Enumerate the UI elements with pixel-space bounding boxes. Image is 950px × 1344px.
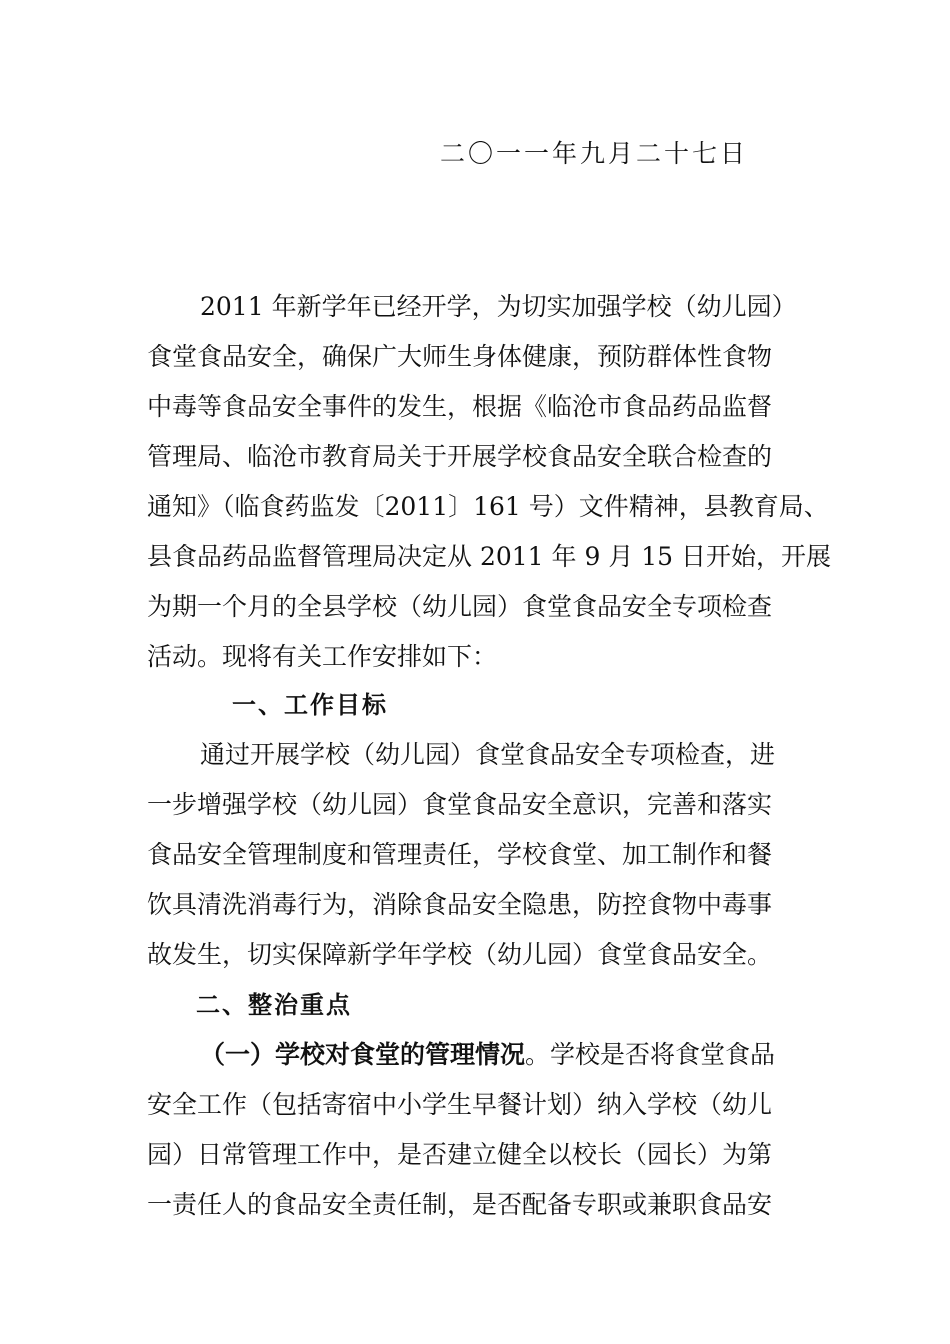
- goal-line: 食品安全管理制度和管理责任，学校食堂、加工制作和餐: [147, 840, 773, 869]
- goal-line: 通过开展学校（幼儿园）食堂食品安全专项检查，进: [200, 740, 776, 769]
- point-line: 一责任人的食品安全责任制，是否配备专职或兼职食品安: [147, 1190, 773, 1219]
- point-line: [200, 1035, 775, 1071]
- intro-line: 食堂食品安全，确保广大师生身体健康，预防群体性食物: [147, 342, 773, 371]
- intro-line: 管理局、临沧市教育局关于开展学校食品安全联合检查的: [147, 442, 773, 471]
- goal-line: 故发生，切实保障新学年学校（幼儿园）食堂食品安全。: [147, 940, 773, 969]
- intro-line: 中毒等食品安全事件的发生，根据《临沧市食品药品监督: [147, 392, 773, 421]
- point-text: 。学校是否将食堂食品: [525, 1040, 776, 1069]
- intro-line: 通知》（临食药监发〔2011〕161 号）文件精神，县教育局、: [147, 492, 829, 521]
- intro-line: 活动。现将有关工作安排如下：: [147, 642, 498, 671]
- intro-line: 县食品药品监督管理局决定从 2011 年 9 月 15 日开始，开展: [147, 542, 832, 571]
- intro-line: 为期一个月的全县学校（幼儿园）食堂食品安全专项检查: [147, 592, 773, 621]
- point-line: 园）日常管理工作中，是否建立健全以校长（园长）为第: [147, 1140, 773, 1169]
- section-heading-goals: 一、工作目标: [232, 691, 388, 719]
- document-date: 二〇一一年九月二十七日: [440, 139, 749, 168]
- goal-line: 一步增强学校（幼儿园）食堂食品安全意识，完善和落实: [147, 790, 773, 819]
- point-line: 安全工作（包括寄宿中小学生早餐计划）纳入学校（幼儿: [147, 1090, 773, 1119]
- section-heading-focus: 二、整治重点: [196, 991, 352, 1019]
- goal-line: 饮具清洗消毒行为，消除食品安全隐患，防控食物中毒事: [147, 890, 773, 919]
- point-title: （一）学校对食堂的管理情况: [200, 1040, 526, 1069]
- intro-line: 2011 年新学年已经开学，为切实加强学校（幼儿园）: [200, 292, 797, 321]
